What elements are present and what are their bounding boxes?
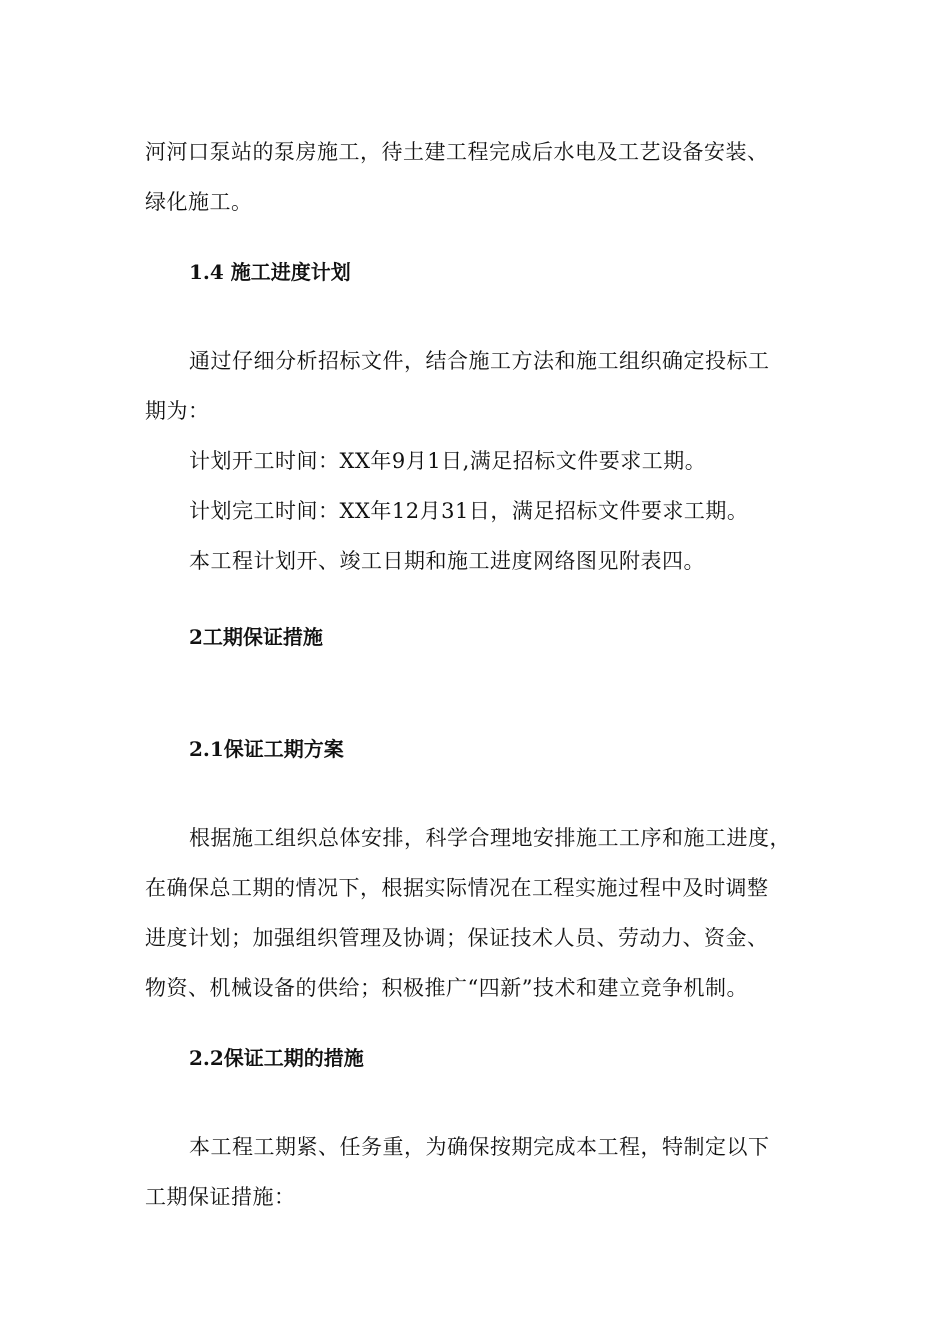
schedule-note: 本工程计划开、竣工日期和施工进度网络图见附表四。: [189, 549, 705, 573]
planned-start-time: 计划开工时间：XX年9月1日,满足招标文件要求工期。: [189, 449, 707, 473]
section-2-1-line-1: 根据施工组织总体安排，科学合理地安排施工工序和施工进度，: [189, 826, 791, 850]
section-2-2-line-1: 本工程工期紧、任务重，为确保按期完成本工程，特制定以下: [189, 1135, 770, 1159]
section-2-heading: 2工期保证措施: [189, 625, 323, 649]
section-2-1-line-3: 进度计划；加强组织管理及协调；保证技术人员、劳动力、资金、: [145, 926, 769, 950]
intro-line-2: 绿化施工。: [145, 190, 253, 214]
section-2-1-line-4: 物资、机械设备的供给；积极推广“四新”技术和建立竞争机制。: [145, 976, 748, 1000]
section-2-2-line-2: 工期保证措施：: [145, 1185, 296, 1209]
section-1-4-para-line-2: 期为：: [145, 399, 210, 423]
section-2-1-line-2: 在确保总工期的情况下，根据实际情况在工程实施过程中及时调整: [145, 876, 769, 900]
section-1-4-heading: 1.4 施工进度计划: [189, 260, 351, 284]
planned-end-time: 计划完工时间：XX年12月31日，满足招标文件要求工期。: [189, 499, 749, 523]
section-1-4-para-line-1: 通过仔细分析招标文件，结合施工方法和施工组织确定投标工: [189, 349, 770, 373]
intro-line-1: 河河口泵站的泵房施工，待土建工程完成后水电及工艺设备安装、: [145, 140, 769, 164]
section-2-2-heading: 2.2保证工期的措施: [189, 1046, 364, 1070]
section-2-1-heading: 2.1保证工期方案: [189, 737, 344, 761]
